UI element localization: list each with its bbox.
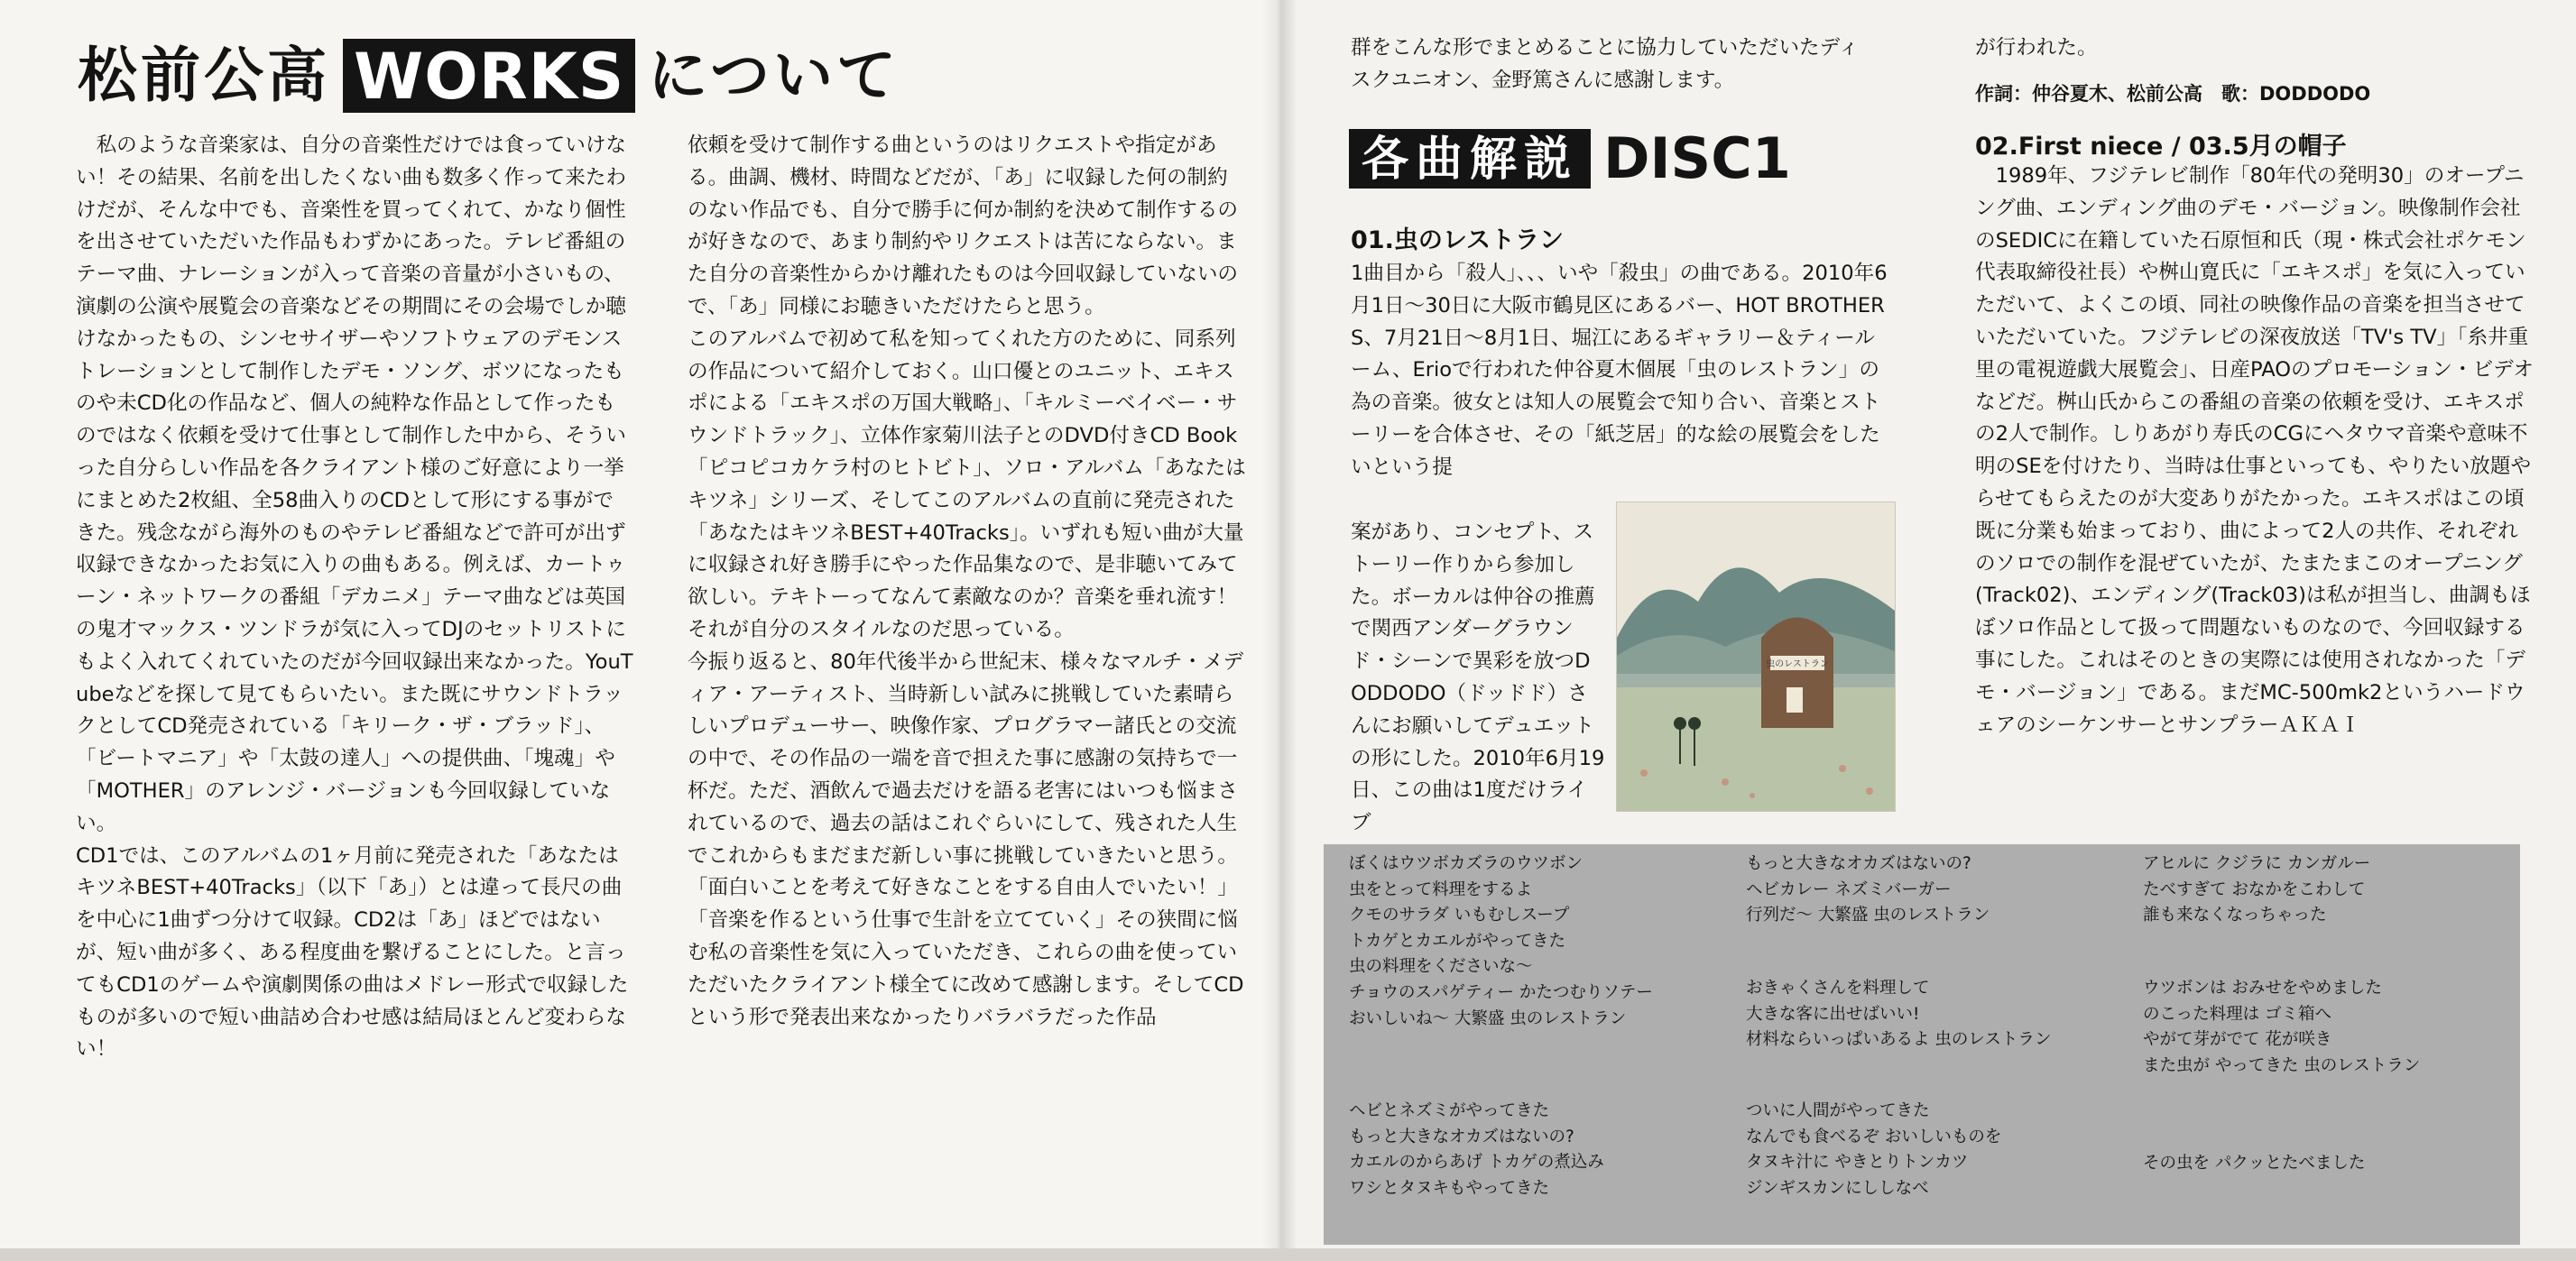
disc-heading-label: DISC1	[1603, 125, 1791, 191]
track01-body	[1351, 258, 1894, 484]
page-bottom-edge	[0, 1248, 2576, 1261]
lyrics-block: おきゃくさんを料理して 大きな客に出せばいい! 材料ならいっぱいあるよ 虫のレストラン	[1746, 979, 2052, 1050]
left-column-2	[688, 130, 1247, 1034]
lyrics-block: その虫を パクッとたべました	[2143, 1154, 2366, 1173]
track02-title: 02.First niece / 03.5月の帽子	[1975, 133, 2347, 161]
paragraph: 1曲目から「殺人」、、、いや「殺虫」の曲である。2010年6月1日〜30日に大阪市鶴見区にあるバー、HOT BROTHERS、7月21日〜8月1日、堀江にあるギャラリー＆ティールーム、Erioで行われた仲谷夏木個展「虫のレストラン」の為の音楽。彼女とは知人の展覧会で知り合い、音楽とストーリーを合体させ、その「紙芝居」的な絵の展覧会をしたいという提	[1351, 262, 1888, 479]
intro-text	[1351, 32, 1874, 97]
track01-credit: 作詞：仲谷夏木、松前公高 歌：DODDODO	[1975, 83, 2371, 105]
paragraph: 私のような音楽家は、自分の音楽性だけでは食っていけない！その結果、名前を出したくない曲も数多く作って来たわけだが、そんな中でも、音楽性を買ってくれて、かなり個性を出させていただいた作品もわずかにあった。テレビ番組のテーマ曲、ナレーションが入って音楽の音量が小さいもの、演劇の公演や展覧会の音楽などその期間にその会場でしか聴けなかったもの、シンセサイザーやソフトウェアのデモンストレーションとして制作したデモ・ソング、ボツになったものや未CD化の作品など、個人の純粋な作品として作ったものではなく依頼を受けて仕事として制作した中から、そういった自分らしい作品を各クライアント様のご好意により一挙にまとめた2枚組、全58曲入りのCDとして形にする事ができた。残念ながら海外のものやテレビ番組などで許可が出ず収録できなかったお気に入りの曲もある。例えば、カートゥーン・ネットワークの番組「デカニメ」テーマ曲などは英国の鬼才マックス・ツンドラが気に入ってDJのセットリストにもよく入れてくれていたのだが今回収録出来なかった。YouTubeなどを探して見てもらいたい。また既にサウンドトラックとしてCD発売されている「キリーク・ザ・ブラッド」、「ビートマニア」や「太鼓の達人」への提供曲、「塊魂」や「MOTHER」のアレンジ・バージョンも今回収録していない。	[76, 133, 633, 835]
lyrics-block: もっと大きなオカズはないの? ヘビカレー ネズミバーガー 行列だ〜 大繁盛 虫のレストラン	[1746, 854, 1990, 925]
lyrics-block: ぼくはウツボカズラのウツボン 虫をとって料理をするよ クモのサラダ いもむしスープ トカゲとカエルがやってきた 虫の料理をくださいな〜 チョウのスパゲティー かたつむりソテー おいしいね〜 大繁盛 虫のレストラン	[1349, 854, 1653, 1028]
paragraph: 依頼を受けて制作する曲というのはリクエストや指定がある。曲調、機材、時間などだが、「あ」に収録した何の制約のない作品でも、自分で勝手に何か制約を決めて制作するのが好きなので、あまり制約やリクエストは苦にならない。また自分の音楽性からかけ離れたものは今回収録していないので、「あ」同様にお聴きいただけたらと思う。	[688, 133, 1239, 318]
book-spine-shadow	[1261, 0, 1297, 1261]
title-suffix: について	[648, 41, 900, 110]
lyrics-block: アヒルに クジラに カンガルー たべすぎて おなかをこわして 誰も来なくなっちゃった	[2143, 854, 2371, 925]
paragraph: このアルバムで初めて私を知ってくれた方のために、同系列の作品について紹介しておく。山口優とのユニット、エキスポによる「エキスポの万国大戦略」、「キルミーベイベー・サウンドトラック」、立体作家菊川法子とのDVD付きCD Book「ピコピコカケラ村のヒトビト」、ソロ・アルバム「あなたはキツネ」シリーズ、そしてこのアルバムの直前に発売された「あなたはキツネBEST+40Tracks」。いずれも短い曲が大量に収録され好き勝手にやった作品集なので、是非聴いてみて欲しい。テキトーってなんて素敵なのか？音楽を垂れ流す！それが自分のスタイルなのだ思っている。	[688, 327, 1246, 641]
artwork-sign-label: 虫のレストラン	[1766, 659, 1829, 669]
lyrics-box	[1324, 844, 2520, 1245]
left-column-1	[76, 130, 633, 1066]
lyrics-block: ついに人間がやってきた なんでも食べるぞ おいしいものを タヌキ汁に やきとりトンカツ ジンギスカンにししなべ	[1746, 1101, 2002, 1198]
track01-artwork	[1616, 502, 1896, 812]
title-works-box: WORKS	[343, 39, 635, 113]
paragraph: 1989年、フジテレビ制作「80年代の発明30」のオープニング曲、エンディング曲のデモ・バージョン。映像制作会社のSEDICに在籍していた石原恒和氏（現・株式会社ポケモン代表取締役社長）や桝山寛氏に「エキスポ」を気に入っていただいて、よくこの頃、同社の映像作品の音楽を担当させていただいていた。フジテレビの深夜放送「TV's TV」「糸井重里の電視遊戯大展覧会」、日産PAOのプロモーション・ビデオなどだ。桝山氏からこの番組の音楽の依頼を受け、エキスポの2人で制作。しりあがり寿氏のCGにヘタウマ音楽や意味不明のSEを付けたり、当時は仕事といっても、やりたい放題やらせてもらえたのが大変ありがたかった。エキスポはこの頃既に分業も始まっており、曲によって2人の共作、それぞれのソロでの制作を混ぜていたが、たまたまこのオープニング(Track02)、エンディング(Track03)は私が担当し、曲調もほぼソロ作品として扱って問題ないものなので、今回収録する事にした。これはそのときの実際には使用されなかった「デモ・バージョン」である。まだMC-500mk2というハードウェアのシーケンサーとサンプラーＡＫＡＩ	[1975, 164, 2534, 737]
left-page	[0, 0, 1277, 1261]
paragraph: 案があり、コンセプト、ストーリー作りから参加した。ボーカルは仲谷の推薦で関西アンダーグラウンド・シーンで異彩を放つDODDODO（ドッドド）さんにお願いしてデュエットの形にした。2010年6月19日、この曲は1度だけライブ	[1351, 520, 1605, 835]
disc-heading	[1349, 124, 1791, 193]
disc-heading-box: 各曲解説	[1349, 129, 1591, 188]
paragraph: 今振り返ると、80年代後半から世紀末、様々なマルチ・メディア・アーティスト、当時新しい試みに挑戦していた素晴らしいプロデューサー、映像作家、プログラマー諸氏との交流の中で、その作品の一端を音で担えた事に感謝の気持ちで一杯だ。ただ、酒飲んで過去だけを語る老害にはいつも悩まされているので、過去の話はこれぐらいにして、残された人生でこれからもまだまだ新しい事に挑戦していきたいと思う。	[688, 649, 1244, 868]
lyrics-block: ヘビとネズミがやってきた もっと大きなオカズはないの? カエルのからあげ トカゲの煮込み ワシとタヌキもやってきた	[1349, 1101, 1604, 1198]
paragraph: 「面白いことを考えて好きなことをする自由人でいたい！」「音楽を作るという仕事で生計を立てていく」その狭間に悩む私の音楽性を気に入っていただき、これらの曲を使っていただいたクライアント様全てに改めて感謝します。そしてCDという形で発表出来なかったりバラバラだった作品	[688, 876, 1244, 1029]
lyrics-block: ウツボンは おみせをやめました のこった料理は ゴミ箱へ やがて芽がでて 花が咲き また虫が やってきた 虫のレストラン	[2143, 979, 2421, 1075]
page-title	[78, 31, 900, 121]
track01-continue	[1975, 32, 2534, 65]
paragraph: 群をこんな形でまとめることに協力していただいたディスクユニオン、金野篤さんに感謝します。	[1351, 36, 1860, 92]
paragraph: CD1では、このアルバムの1ヶ月前に発売された「あなたはキツネBEST+40Tracks」（以下「あ」）とは違って長尺の曲を中心に1曲ずつ分けて収録。CD2は「あ」ほどではないが、短い曲が多く、ある程度曲を繋げることにした。と言ってもCD1のゲームや演劇関係の曲はメドレー形式で収録したものが多いので短い曲詰め合わせ感は結局ほとんど変わらない！	[76, 843, 629, 1062]
paragraph: が行われた。	[1975, 36, 2098, 60]
illustration-image	[1617, 502, 1895, 811]
track02-body	[1975, 161, 2534, 741]
track01-title: 01.虫のレストラン	[1351, 226, 1565, 254]
right-page	[1277, 0, 2576, 1261]
title-name: 松前公高	[78, 41, 330, 110]
track01-body-narrow	[1351, 517, 1605, 840]
